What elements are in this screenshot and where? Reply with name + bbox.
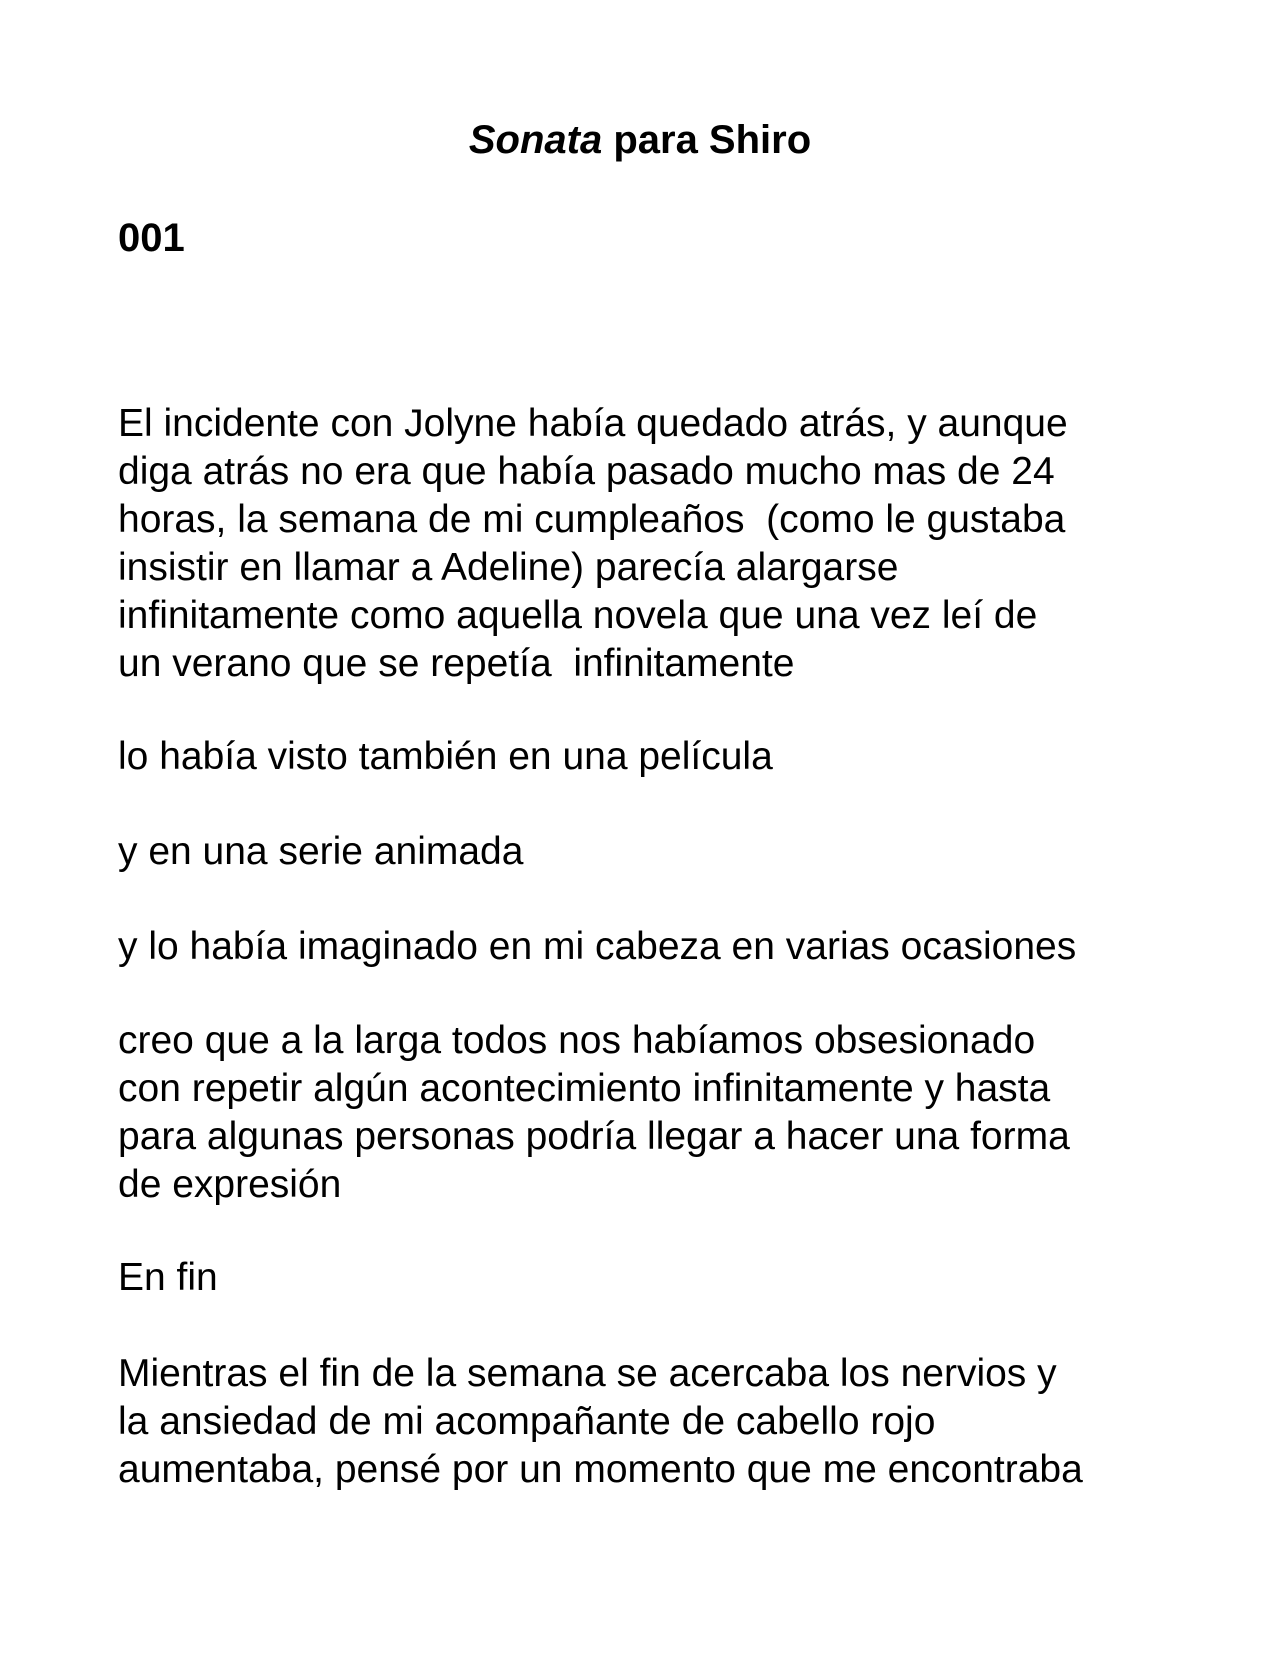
- title-rest-part: para Shiro: [602, 118, 812, 162]
- paragraph-line: y lo había imaginado en mi cabeza en varias ocasiones: [118, 925, 1077, 968]
- paragraph-line: un verano que se repetía infinitamente: [118, 642, 795, 685]
- paragraph-line: con repetir algún acontecimiento infinitamente y hasta: [118, 1067, 1051, 1110]
- paragraph-line: de expresión: [118, 1163, 342, 1206]
- chapter-number: 001: [118, 216, 185, 260]
- paragraph-7: [118, 1350, 1178, 1494]
- paragraph-line: y en una serie animada: [118, 830, 524, 873]
- paragraph-line: Mientras el fin de la semana se acercaba los nervios y: [118, 1352, 1057, 1395]
- paragraph-3: [118, 828, 1178, 876]
- paragraph-4: [118, 923, 1178, 971]
- paragraph-6: [118, 1254, 1178, 1302]
- title-italic-part: Sonata: [468, 118, 603, 162]
- paragraph-line: para algunas personas podría llegar a hacer una forma: [118, 1115, 1070, 1158]
- paragraph-5: [118, 1017, 1178, 1209]
- paragraph-line: El incidente con Jolyne había quedado atrás, y aunque: [118, 402, 1068, 445]
- paragraph-line: creo que a la larga todos nos habíamos obsesionado: [118, 1019, 1036, 1062]
- document-title: [0, 116, 1280, 164]
- paragraph-line: diga atrás no era que había pasado mucho mas de 24: [118, 450, 1055, 493]
- paragraph-line: infinitamente como aquella novela que una vez leí de: [118, 594, 1038, 637]
- paragraph-line: la ansiedad de mi acompañante de cabello rojo: [118, 1400, 936, 1443]
- paragraph-line: lo había visto también en una película: [118, 735, 773, 778]
- paragraph-1: [118, 400, 1178, 688]
- paragraph-line: horas, la semana de mi cumpleaños (como le gustaba: [118, 498, 1066, 541]
- paragraph-line: En fin: [118, 1256, 218, 1299]
- paragraph-2: [118, 733, 1178, 781]
- paragraph-line: aumentaba, pensé por un momento que me encontraba: [118, 1448, 1083, 1491]
- paragraph-line: insistir en llamar a Adeline) parecía alargarse: [118, 546, 899, 589]
